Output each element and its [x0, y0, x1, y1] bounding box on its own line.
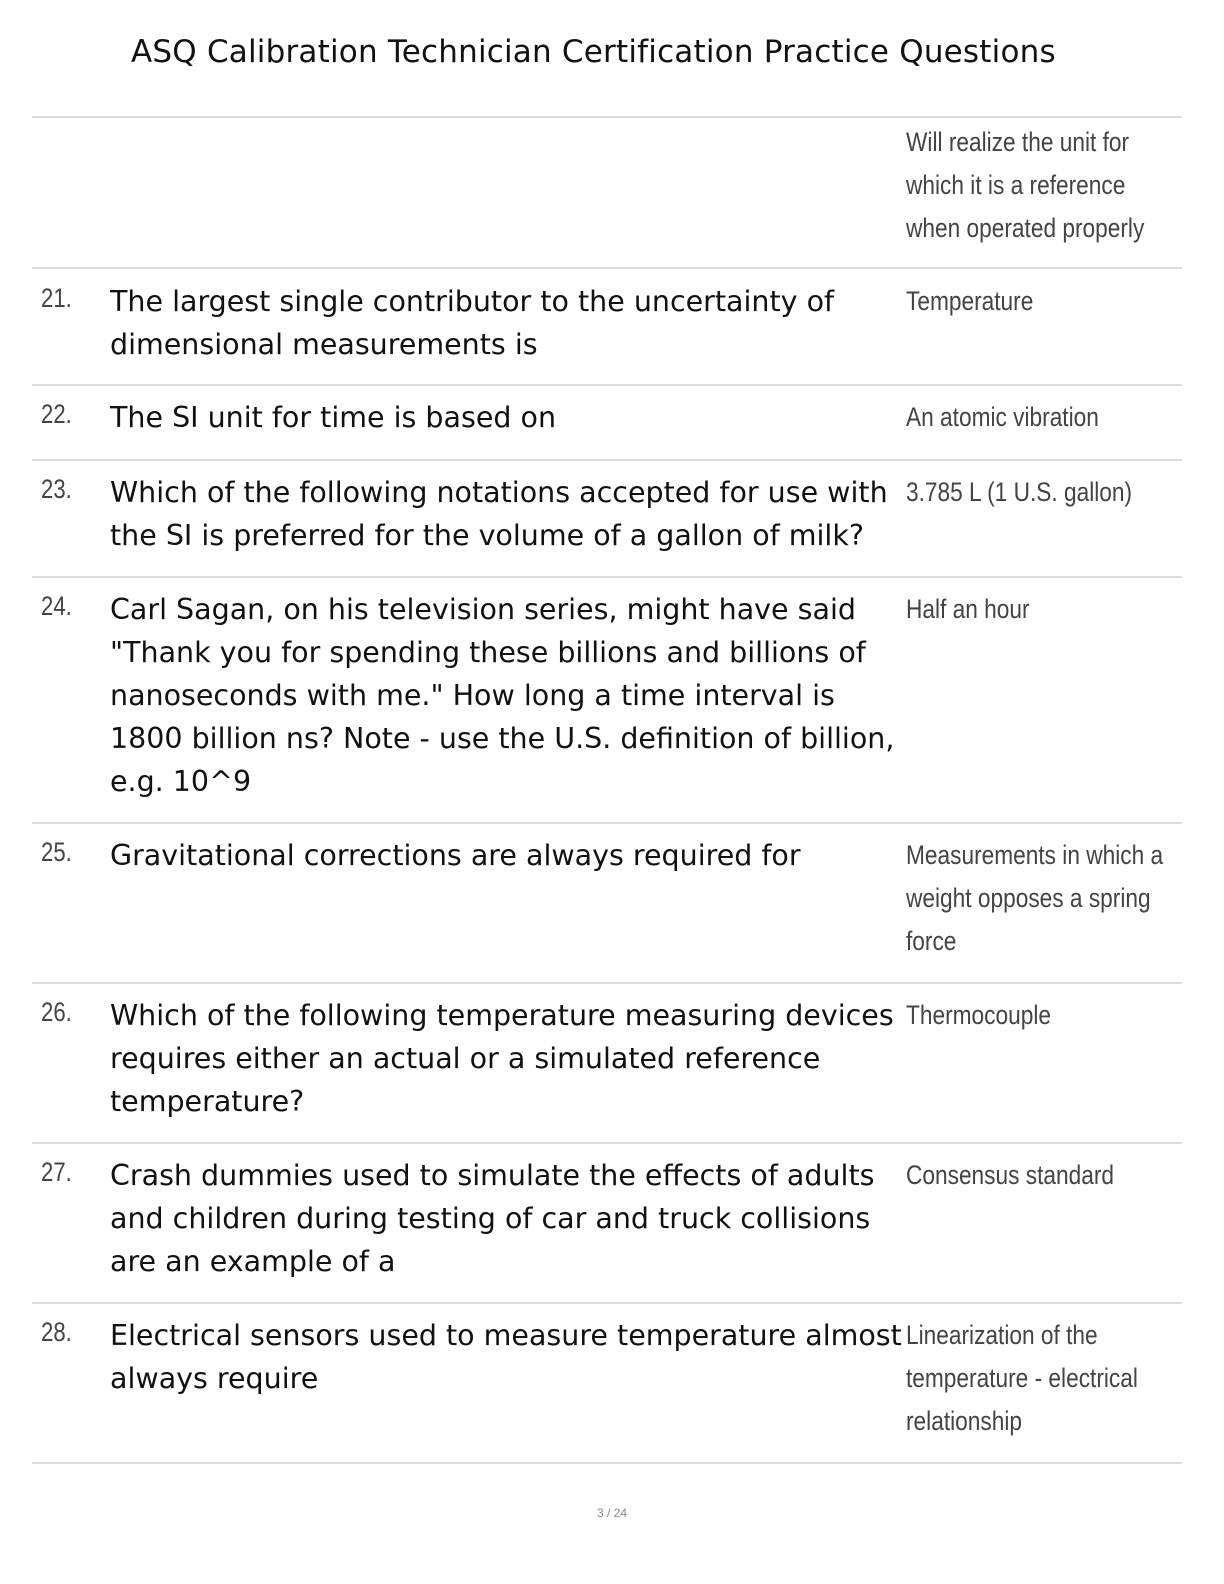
- table-row: [32, 578, 1182, 824]
- table-row: [32, 386, 1182, 461]
- question-number: 22.: [41, 399, 72, 429]
- answer-text: 3.785 L (1 U.S. gallon): [906, 477, 1133, 507]
- question-number: 25.: [41, 837, 72, 867]
- answer-text: Temperature: [906, 286, 1034, 316]
- answer-text: Measurements in which a weight opposes a spring force: [906, 840, 1164, 956]
- table-row: [32, 1144, 1182, 1304]
- question-text: The SI unit for time is based on: [110, 401, 557, 434]
- answer-text: Consensus standard: [906, 1160, 1115, 1190]
- answer-text: An atomic vibration: [906, 402, 1099, 432]
- question-number: 28.: [41, 1317, 72, 1347]
- answer-text: Linearization of the temperature - electrical relationship: [906, 1320, 1138, 1436]
- question-text: Which of the following temperature measuring devices requires either an actual or a simulated reference temperature?: [110, 999, 894, 1118]
- question-number: 27.: [41, 1157, 72, 1187]
- qa-table: [32, 116, 1182, 1464]
- page-indicator: 3 / 24: [596, 1506, 628, 1520]
- table-row: [32, 118, 1182, 269]
- question-number: 24.: [41, 591, 72, 621]
- question-number: 23.: [41, 474, 72, 504]
- table-row: [32, 824, 1182, 984]
- answer-text: Half an hour: [906, 594, 1030, 624]
- question-text: Carl Sagan, on his television series, might have said "Thank you for spending these billions and billions of nanoseconds with me." How long a time interval is 1800 billion ns? Note - use the U.S. definition of billion, e.g. 10^9: [110, 593, 895, 798]
- question-text: Electrical sensors used to measure temperature almost always require: [110, 1319, 902, 1395]
- table-row: [32, 269, 1182, 386]
- answer-text: Will realize the unit for which it is a reference when operated properly: [906, 127, 1145, 243]
- table-row: [32, 984, 1182, 1144]
- question-text: Crash dummies used to simulate the effects of adults and children during testing of car and truck collisions are an example of a: [110, 1159, 875, 1278]
- table-row: [32, 1304, 1182, 1464]
- page-title: ASQ Calibration Technician Certification Practice Questions: [131, 34, 1056, 70]
- question-number: 21.: [41, 283, 72, 313]
- question-text: Gravitational corrections are always required for: [110, 839, 801, 872]
- question-text: Which of the following notations accepted for use with the SI is preferred for the volume of a gallon of milk?: [110, 476, 888, 552]
- question-text: The largest single contributor to the uncertainty of dimensional measurements is: [110, 285, 835, 361]
- question-number: 26.: [41, 997, 72, 1027]
- table-row: [32, 461, 1182, 578]
- answer-text: Thermocouple: [906, 1000, 1051, 1030]
